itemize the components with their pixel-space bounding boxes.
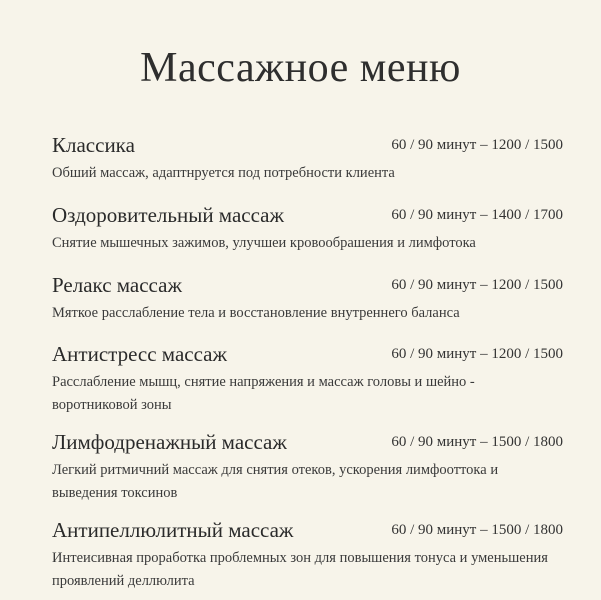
menu-item-header [52, 341, 563, 367]
menu-item-description: Интеисивная проработка проблемных зон для повышения тонуса и уменьшения проявлений деллюлита [52, 550, 548, 589]
menu-item-price: 60 / 90 минут – 1200 / 1500 [391, 277, 563, 293]
menu-item-name: Лимфодренажный массаж [52, 430, 287, 454]
menu-item-price: 60 / 90 минут – 1200 / 1500 [391, 137, 563, 153]
menu-item-description: Снятие мышечных зажимов, улучшеи кровообрашения и лимфотока [52, 235, 476, 251]
menu-item-antistress [52, 341, 563, 417]
menu-item-price: 60 / 90 минут – 1200 / 1500 [391, 346, 563, 362]
menu-item-header [52, 429, 563, 455]
menu-item-price: 60 / 90 минут – 1500 / 1800 [391, 434, 563, 450]
menu-item-lymphatic [52, 429, 563, 505]
menu-item-name: Антипеллюлитный массаж [52, 518, 294, 542]
menu-item-name: Антистресс массаж [52, 342, 228, 366]
menu-item-header [52, 202, 563, 228]
menu-item-classic [52, 132, 563, 185]
page-title: Массажное меню [140, 45, 461, 91]
menu-item-header [52, 517, 563, 543]
menu-item-wellness [52, 202, 563, 255]
menu-item-description: Обший массаж, адаптнруется под потребности клиента [52, 165, 395, 181]
menu-item-header [52, 272, 563, 298]
menu-item-name: Релакс массаж [52, 273, 182, 297]
menu-item-anticellulite [52, 517, 563, 593]
menu-item-name: Оздоровительный массаж [52, 203, 285, 227]
menu-item-description: Расслабление мышц, снятие напряжения и массаж головы и шейно - воротниковой зоны [52, 374, 475, 413]
menu-item-header [52, 132, 563, 158]
menu-item-description: Мяткое расслабление тела и восстановление внутреннего баланса [52, 305, 460, 321]
menu-item-description: Легкий ритмичний массаж для снятия отеков, ускорения лимфооттока и выведения токсинов [52, 462, 499, 501]
menu-item-relax [52, 272, 563, 325]
menu-item-price: 60 / 90 минут – 1400 / 1700 [391, 207, 563, 223]
menu-item-price: 60 / 90 минут – 1500 / 1800 [391, 522, 563, 538]
menu-item-name: Классика [52, 133, 135, 157]
